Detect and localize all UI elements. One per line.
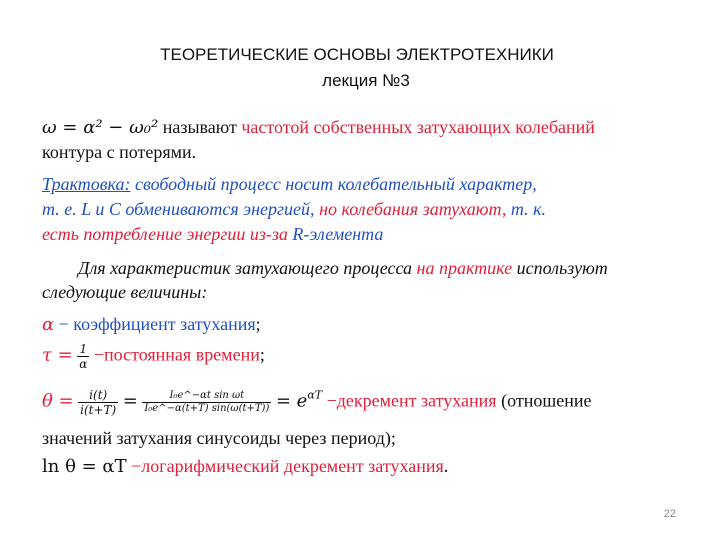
interp-b1: т. е. (42, 199, 77, 219)
alpha-line (42, 314, 261, 335)
page-number: 22 (663, 508, 676, 520)
tau-symbol: τ = (42, 344, 73, 366)
theta-fraction-1 (78, 388, 118, 417)
theta-line-cont (42, 428, 396, 449)
alpha-description: − коэффициент затухания (58, 314, 256, 334)
char-c: используют (516, 258, 608, 278)
tau-description: −постоянная времени (93, 344, 260, 365)
circuit-losses-text: контура с потерями. (42, 142, 197, 162)
theta-f1-den: i(t+T) (80, 403, 117, 417)
char-d: следующие величины: (42, 282, 208, 302)
alpha-symbol: α (42, 314, 55, 335)
alpha-end: ; (255, 314, 261, 334)
interpretation-line-1 (42, 174, 537, 195)
tau-line (42, 342, 265, 371)
interp-c1: есть потребление энергии из-за (42, 224, 288, 244)
log-decrement-line (42, 456, 448, 477)
theta-eq2: = e (275, 390, 308, 412)
interpretation-label: Трактовка: (42, 174, 131, 194)
theta-exponent: αT (307, 388, 323, 402)
theta-line (42, 388, 591, 417)
log-decrement-formula: ln θ = αT (42, 456, 127, 477)
char-b: на практике (416, 258, 513, 278)
omega-formula: ω = α² − ω₀² (42, 117, 159, 138)
interp-b3: но колебания затухают, (319, 199, 507, 219)
interp-b2: L и C обмениваются энергией, (81, 199, 315, 219)
log-decrement-end: . (443, 456, 449, 476)
theta-f2-den: I₀e^−α(t+T) sin(ω(t+T)) (144, 403, 270, 414)
theta-eq1: = (122, 390, 138, 412)
theta-description: −декремент затухания (326, 390, 497, 411)
characteristics-intro (78, 258, 608, 279)
tau-fraction (77, 342, 89, 371)
lecture-course-title: ТЕОРЕТИЧЕСКИЕ ОСНОВЫ ЭЛЕКТРОТЕХНИКИ (160, 45, 554, 64)
characteristics-intro-cont (42, 282, 207, 303)
theta-cont: значений затухания синусоиды через период); (42, 428, 396, 448)
interpretation-text-a: свободный процесс носит колебательный характер, (135, 174, 537, 194)
interp-b4: т. к. (510, 199, 547, 219)
omega-definition-line (42, 117, 595, 138)
interpretation-line-3 (42, 224, 383, 245)
tau-numerator: 1 (79, 342, 88, 356)
tau-denominator: α (79, 357, 88, 371)
theta-paren: (отношение (501, 390, 592, 411)
lecture-number: лекция №3 (322, 71, 410, 90)
omega-definition-cont (42, 142, 196, 163)
tau-end: ; (259, 344, 265, 365)
interpretation-line-2 (42, 199, 546, 220)
char-a: Для характеристик затухающего процесса (78, 258, 413, 278)
theta-f1-num: i(t) (89, 388, 108, 402)
log-decrement-description: −логарифмический декремент затухания (131, 456, 444, 476)
theta-f2-num: I₀e^−αt sin ωt (169, 390, 245, 401)
theta-symbol: θ = (42, 390, 74, 412)
interp-c2: R-элемента (292, 224, 384, 244)
named-text: называют (162, 117, 237, 137)
damped-frequency-term: частотой собственных затухающих колебаний (241, 117, 595, 137)
slide-header (0, 44, 720, 92)
theta-fraction-2 (142, 390, 271, 415)
